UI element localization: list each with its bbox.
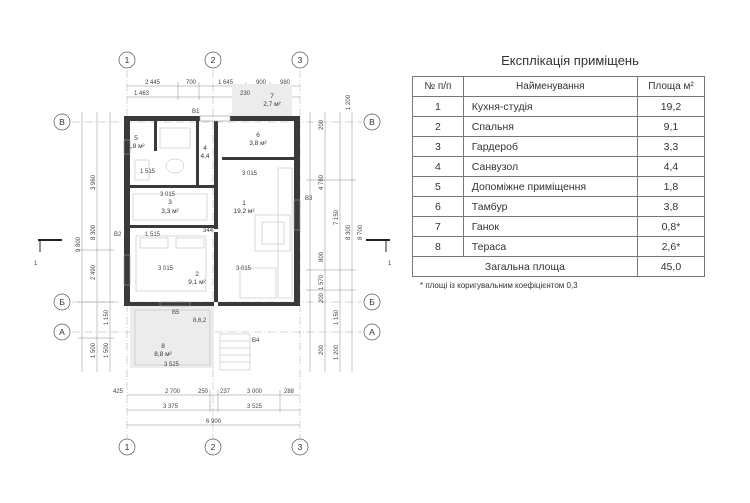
dim-top-3: 1 645 (218, 80, 234, 86)
dim-left-7: 1 500 (104, 342, 110, 358)
dim-right-2: 4 780 (319, 174, 325, 190)
room-8-area: 8,8 м² (154, 351, 172, 358)
opening-b5: В5 (172, 310, 180, 316)
row-area: 19,2 (637, 97, 704, 117)
dim-right-9: 1 150 (334, 309, 340, 325)
inner-dim-4: 1 515 (145, 232, 161, 238)
table-row (413, 197, 705, 217)
dim-bottom-3: 237 (220, 389, 231, 395)
room-7-area: 2,7 м² (263, 101, 281, 108)
room-2-number: 2 (195, 271, 199, 278)
section-label-right: 1 (388, 261, 392, 267)
walls (124, 116, 300, 306)
axis-label-b-left: Б (59, 297, 65, 307)
dim-right-12: 1 200 (334, 344, 340, 360)
dim-bottom-7: 3 375 (163, 404, 179, 410)
total-area: 45,0 (637, 257, 704, 277)
dim-top-2: 700 (186, 80, 197, 86)
dim-top-7: 230 (240, 91, 251, 97)
room-5-number: 5 (134, 135, 138, 142)
dim-bottom-4: 3 000 (247, 389, 263, 395)
dim-top-1: 2 445 (145, 80, 161, 86)
dim-top-4: 900 (256, 80, 267, 86)
room-6-number: 6 (256, 132, 260, 139)
inner-dim-5: 3 015 (160, 192, 176, 198)
room-5-area: 1,8 м² (127, 143, 145, 150)
opening-b2: В2 (114, 232, 122, 238)
axis-label-2-bottom: 2 (210, 442, 216, 452)
row-area: 1,8 (637, 177, 704, 197)
opening-b1: В1 (192, 109, 200, 115)
axis-label-3-bottom: 3 (297, 442, 303, 452)
table-total-row (413, 257, 705, 277)
room-6-area: 3,8 м² (249, 140, 267, 147)
room-1-area: 19,2 м² (233, 208, 255, 215)
room-7-number: 7 (270, 93, 274, 100)
porch-area (232, 84, 292, 118)
dim-bottom-2: 250 (198, 389, 209, 395)
dim-bottom-8: 3 525 (247, 404, 263, 410)
row-number: 1 (413, 97, 464, 117)
right-dimensions (319, 94, 364, 360)
left-dimensions (76, 174, 110, 358)
axis-label-v-left: В (59, 117, 65, 127)
table-title: Експлікація приміщень (501, 53, 639, 68)
row-name: Спальня (463, 117, 637, 137)
row-name: Тераса (463, 237, 637, 257)
dim-left-3: 9 800 (76, 236, 82, 252)
row-number: 4 (413, 157, 464, 177)
row-area: 2,6* (637, 237, 704, 257)
dim-left-5: 1 150 (104, 309, 110, 325)
total-label: Загальна площа (413, 257, 638, 277)
table-footnote: * площі із коригувальним коефіцієнтом 0,3 (420, 281, 578, 290)
dim-right-1: 200 (319, 119, 325, 130)
row-number: 2 (413, 117, 464, 137)
inner-dim-6: 1 515 (140, 169, 156, 175)
dim-left-6: 1 500 (91, 342, 97, 358)
axis-label-v-right: В (369, 117, 375, 127)
table-header-row (413, 77, 705, 97)
dim-right-5: 8 700 (358, 224, 364, 240)
row-area: 4,4 (637, 157, 704, 177)
section-label-left: 1 (34, 261, 38, 267)
row-name: Кухня-студія (463, 97, 637, 117)
axis-label-a-right: А (369, 327, 375, 337)
row-number: 6 (413, 197, 464, 217)
row-name: Тамбур (463, 197, 637, 217)
opening-b4: В4 (252, 338, 260, 344)
axis-label-b-right: Б (369, 297, 375, 307)
dim-right-8: 200 (319, 292, 325, 303)
dim-right-4: 8 300 (346, 224, 352, 240)
row-number: 7 (413, 217, 464, 237)
table-row (413, 217, 705, 237)
table-row (413, 237, 705, 257)
row-area: 3,3 (637, 137, 704, 157)
row-number: 8 (413, 237, 464, 257)
axis-label-1-bottom: 1 (124, 442, 130, 452)
axis-label-2-top: 2 (210, 55, 216, 65)
room-2-area: 9,1 м² (188, 279, 206, 286)
header-area: Площа м² (637, 77, 704, 97)
inner-dim-3: 3 015 (158, 266, 174, 272)
dim-right-6: 1 570 (319, 274, 325, 290)
windows (124, 116, 300, 306)
row-name: Допоміжне приміщення (463, 177, 637, 197)
row-number: 5 (413, 177, 464, 197)
room-3-area: 3,3 м² (161, 208, 179, 215)
dim-left-1: 3 960 (91, 174, 97, 190)
row-name: Санвузол (463, 157, 637, 177)
table-row (413, 177, 705, 197)
stairs (220, 334, 250, 370)
room-3-number: 3 (168, 199, 172, 206)
row-area: 3,8 (637, 197, 704, 217)
header-name: Найменування (463, 77, 637, 97)
axis-label-a-left: А (59, 327, 65, 337)
dim-bottom-5: 288 (284, 389, 295, 395)
room-1-number: 1 (242, 200, 246, 207)
room-4-area: 4,4 (200, 153, 210, 160)
inner-dim-1: 3 015 (242, 171, 258, 177)
room-8-number: 8 (161, 343, 165, 350)
header-number: № п/п (413, 77, 464, 97)
row-number: 3 (413, 137, 464, 157)
dim-bottom-1: 2 700 (165, 389, 181, 395)
dim-right-3: 7 150 (334, 209, 340, 225)
row-area: 0,8* (637, 217, 704, 237)
opening-o1: 8,6,2 (193, 318, 207, 324)
axis-label-1-top: 1 (124, 55, 130, 65)
axis-label-3-top: 3 (297, 55, 303, 65)
table-row (413, 97, 705, 117)
opening-b3: В3 (305, 196, 313, 202)
dim-right-7: 800 (319, 251, 325, 262)
row-area: 9,1 (637, 117, 704, 137)
row-name: Гардероб (463, 137, 637, 157)
room-4-number: 4 (203, 145, 207, 152)
dim-bottom-6: 425 (113, 389, 124, 395)
table-row (413, 117, 705, 137)
bottom-dimensions (113, 362, 295, 425)
dim-left-4: 2 490 (91, 264, 97, 280)
dim-left-2: 8 300 (91, 224, 97, 240)
dim-bottom-9: 6 900 (206, 419, 222, 425)
opening-o2: 344 (203, 228, 214, 234)
dim-right-10: 1 200 (346, 94, 352, 110)
table-row (413, 137, 705, 157)
row-name: Ганок (463, 217, 637, 237)
inner-dim-2: 3 015 (236, 266, 252, 272)
dim-top-6: 1 463 (134, 91, 150, 97)
table-row (413, 157, 705, 177)
dim-top-5: 980 (280, 80, 291, 86)
room-schedule-table (412, 76, 705, 277)
dim-bottom-10: 3 525 (164, 362, 180, 368)
dim-right-11: 200 (319, 344, 325, 355)
